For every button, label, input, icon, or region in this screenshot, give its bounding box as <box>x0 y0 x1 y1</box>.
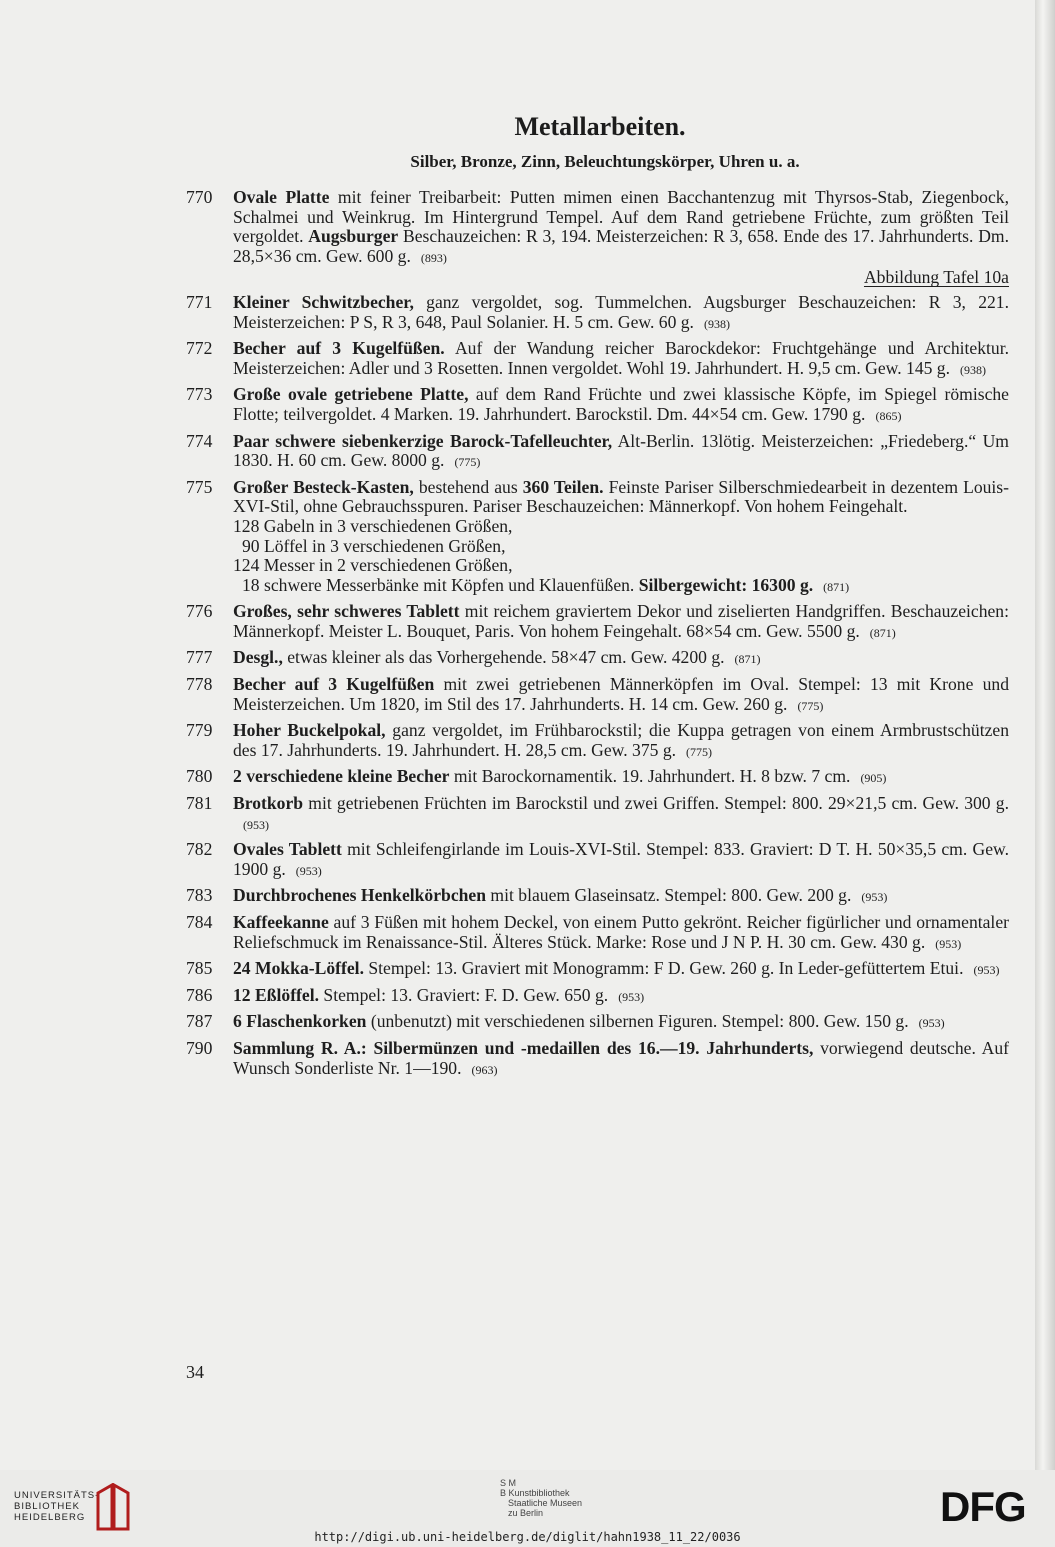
catalog-entry <box>186 339 1009 380</box>
entry-description: mit getriebenen Früchten im Barockstil und zwei Griffen. Stempel: 800. 29×21,5 cm. Gew. 300 g. <box>303 793 1009 814</box>
entry-text <box>233 1012 1009 1034</box>
entry-number: 770 <box>186 187 213 207</box>
entry-text <box>233 675 1009 716</box>
source-url[interactable]: http://digi.ub.uni-heidelberg.de/diglit/hahn1938_11_22/0036 <box>314 1530 741 1544</box>
entry-reference: (953) <box>935 936 962 951</box>
entry-description: ganz vergoldet, sog. Tummelchen. Augsburger Beschauzeichen: R 3, 221. Meisterzeichen: P S, R 3, 648, Paul Solanier. H. 5 cm. Gew. 60 g. <box>233 291 1009 332</box>
entry-title: Kleiner Schwitzbecher, <box>233 291 414 312</box>
library-line: HEIDELBERG <box>14 1512 86 1523</box>
entry-text <box>233 293 1009 334</box>
entry-number: 787 <box>186 1011 213 1032</box>
entry-reference: (953) <box>243 817 269 832</box>
entry-reference: (775) <box>454 455 481 470</box>
entry-reference: (775) <box>797 698 824 713</box>
entry-text <box>233 913 1009 954</box>
entry-reference: (871) <box>823 579 850 594</box>
entry-description: etwas kleiner als das Vorhergehende. 58×47 cm. Gew. 4200 g. <box>282 647 725 668</box>
entry-description: Alt-Berlin. 13lötig. Meisterzeichen: „Friedeberg.“ Um 1830. H. 60 cm. Gew. 8000 g. <box>233 430 1009 471</box>
entry-weight: Silbergewicht: 16300 g. <box>638 574 814 595</box>
entry-number: 776 <box>186 601 213 622</box>
entry-title: Sammlung R. A.: Silbermünzen und -medaillen des 16.—19. Jahrhunderts, <box>233 1037 814 1058</box>
entry-title: Paar schwere siebenkerzige Barock-Tafelleuchter, <box>233 430 613 451</box>
page-subheading: Silber, Bronze, Zinn, Beleuchtungskörper, Uhren u. a. <box>410 152 800 171</box>
entry-description: mit zwei getriebenen Männerköpfen im Oval. Stempel: 13 mit Krone und Meisterzeichen. Um 1820, im Stil des 17. Jahrhunderts. H. 14 cm. Gew. 260 g. <box>233 674 1009 714</box>
entry-number: 790 <box>186 1037 213 1058</box>
entry-title: Großes, sehr schweres Tablett <box>233 601 460 622</box>
entry-reference: (938) <box>960 362 987 377</box>
library-stamp <box>500 1478 582 1518</box>
stamp-line: Staatliche Museen <box>508 1498 583 1508</box>
entry-number: 777 <box>186 647 213 668</box>
sub-line-text: 128 Gabeln in 3 verschiedenen Größen, <box>233 515 513 536</box>
catalog-entry <box>186 293 1009 334</box>
entry-reference: (775) <box>686 744 713 759</box>
entry-description-continued: Beschauzeichen: R 3, 194. Meisterzeichen: R 3, 658. Ende des 17. Jahrhunderts. Dm. 28,5×36 cm. Gew. 600 g. <box>233 226 1009 266</box>
entry-reference: (871) <box>734 652 761 667</box>
plate-reference-text: Abbildung Tafel 10a <box>863 267 1009 288</box>
entry-text <box>233 886 1009 908</box>
entry-number: 785 <box>186 958 213 979</box>
sub-line-text: 18 schwere Messerbänke mit Köpfen und Klauenfüßen. <box>242 574 639 595</box>
entry-number: 786 <box>186 984 213 1005</box>
entry-number: 778 <box>186 674 213 695</box>
entry-reference: (938) <box>703 316 730 331</box>
entry-text <box>233 840 1009 881</box>
entry-description: mit Schleifengirlande im Louis-XVI-Stil. Stempel: 833. Graviert: D T. H. 50×35,5 cm. Gew. 1900 g. <box>233 839 1009 879</box>
library-line: BIBLIOTHEK <box>14 1501 80 1512</box>
catalog-entry <box>186 675 1009 716</box>
entry-description: mit Barockornamentik. 19. Jahrhundert. H. 8 bzw. 7 cm. <box>449 766 851 787</box>
entry-reference: (953) <box>295 863 322 878</box>
entry-number: 771 <box>186 291 213 312</box>
library-logo-icon <box>96 1483 130 1531</box>
entry-title: Hoher Buckelpokal, <box>233 720 386 741</box>
entry-number: 774 <box>186 430 213 451</box>
entry-text <box>233 721 1009 762</box>
stamp-line: S M <box>500 1478 517 1488</box>
entry-title: Ovales Tablett <box>233 839 342 860</box>
sub-line-text: 124 Messer in 2 verschiedenen Größen, <box>233 555 513 576</box>
page-heading: Metallarbeiten. <box>514 112 686 141</box>
entry-text <box>233 986 1009 1008</box>
page-number: 34 <box>186 1362 204 1382</box>
entry-title: Brotkorb <box>233 793 304 814</box>
entry-title: Großer Besteck-Kasten, <box>233 476 414 497</box>
entry-text <box>233 432 1009 473</box>
entry-number: 781 <box>186 793 213 814</box>
entry-sub-line <box>233 537 1009 557</box>
entry-title: Große ovale getriebene Platte, <box>233 384 469 405</box>
entry-reference: (953) <box>918 1016 945 1031</box>
entry-description: ganz vergoldet, im Frühbarockstil; die Kuppa getragen von einem Armbrustschützen des 17. Jahrhunderts. 19. Jahrhundert. H. 28,5 cm. Gew. 375 g. <box>233 720 1009 760</box>
entry-number: 782 <box>186 839 213 860</box>
catalog-entry <box>186 188 1009 288</box>
entry-text <box>233 478 1009 598</box>
entry-title: 24 Mokka-Löffel. <box>233 958 364 979</box>
entry-text <box>233 339 1009 380</box>
entry-description: (unbenutzt) mit verschiedenen silbernen Figuren. Stempel: 800. Gew. 150 g. <box>366 1011 909 1032</box>
entry-sub-line <box>233 576 1009 598</box>
entry-description: mit blauem Glaseinsatz. Stempel: 800. Gew. 200 g. <box>486 885 852 906</box>
entry-reference: (871) <box>869 625 896 640</box>
catalog-entry <box>186 886 1009 908</box>
entry-description: mit feiner Treibarbeit: Putten mimen einen Bacchantenzug mit Thyrsos-Stab, Ziegenbock, Schalmei und Weinkrug. Im Hintergrund Tempel. Auf dem Rand getriebene Früchte, zum größten Teil vergoldet. <box>233 187 1009 247</box>
entry-title: Kaffeekanne <box>233 912 329 932</box>
catalog-entry <box>186 767 1009 789</box>
entry-reference: (963) <box>471 1062 498 1077</box>
entry-description: Stempel: 13. Graviert: F. D. Gew. 650 g. <box>319 984 609 1005</box>
entry-description: mit reichem graviertem Dekor und ziselierten Handgriffen. Beschauzeichen: Männerkopf. Meister L. Bouquet, Paris. Von hohem Feingehalt. 68×54 cm. Gew. 5500 g. <box>233 601 1009 641</box>
entry-title: Becher auf 3 Kugelfüßen. <box>233 338 445 359</box>
catalog-entry <box>186 602 1009 643</box>
catalog-entry <box>186 913 1009 954</box>
catalog-entry <box>186 794 1009 835</box>
plate-reference <box>233 268 1009 288</box>
entry-description: bestehend aus <box>413 476 523 497</box>
catalog-entry <box>186 959 1009 981</box>
catalog-entry <box>186 1039 1009 1080</box>
catalog-entry <box>186 478 1009 598</box>
entry-title: 2 verschiedene kleine Becher <box>233 766 450 787</box>
dfg-logo: DFG <box>940 1483 1026 1530</box>
catalog-entry <box>186 385 1009 426</box>
entry-description: auf dem Rand Früchte und zwei klassische Köpfe, im Spiegel römische Flotte; teilvergoldet. 4 Marken. 19. Jahrhundert. Barockstil. Dm. 44×54 cm. Gew. 1790 g. <box>233 384 1009 424</box>
entry-number: 783 <box>186 885 213 906</box>
book-spine-shadow <box>1035 0 1055 1470</box>
entry-number: 773 <box>186 384 213 405</box>
entry-description: Auf der Wandung reicher Barockdekor: Fruchtgehänge und Architektur. Meisterzeichen: Adler und 3 Rosetten. Innen vergoldet. Wohl 19. Jahrhundert. H. 9,5 cm. Gew. 145 g. <box>233 338 1009 378</box>
entry-number: 780 <box>186 766 213 787</box>
entry-title: Durchbrochenes Henkelkörbchen <box>233 885 487 906</box>
entry-text <box>233 602 1009 643</box>
entry-text <box>233 794 1009 835</box>
entry-reference: (865) <box>875 408 902 423</box>
entry-sub-line <box>233 556 1009 576</box>
entry-text <box>233 1039 1009 1080</box>
entry-number: 779 <box>186 720 213 741</box>
catalog-entries <box>186 188 1009 1085</box>
entry-sub-line <box>233 517 1009 537</box>
entry-text <box>233 648 1009 670</box>
entry-description: vorwiegend deutsche. Auf Wunsch Sonderliste Nr. 1—190. <box>233 1037 1010 1078</box>
entry-description: auf 3 Füßen mit hohem Deckel, von einem Putto gekrönt. Reicher figürlicher und ornamentaler Reliefschmuck im Renaissance-Stil. Älteres Stück. Marke: Rose und J N P. H. 30 cm. Gew. 430 g. <box>233 912 1009 952</box>
stamp-line: B Kunstbibliothek <box>500 1488 570 1498</box>
entry-text <box>233 959 1009 981</box>
library-line: UNIVERSITÄTS- <box>14 1490 100 1501</box>
entry-text <box>233 188 1009 288</box>
catalog-entry <box>186 432 1009 473</box>
entry-text <box>233 767 1009 789</box>
catalog-entry <box>186 840 1009 881</box>
entry-title: 6 Flaschenkorken <box>233 1011 367 1032</box>
entry-title: Desgl., <box>233 647 283 668</box>
entry-title: 12 Eßlöffel. <box>233 984 320 1005</box>
entry-reference: (953) <box>973 963 1000 978</box>
entry-title: Becher auf 3 Kugelfüßen <box>233 674 435 695</box>
entry-text <box>233 385 1009 426</box>
entry-emphasis: Augsburger <box>308 226 399 247</box>
entry-reference: (893) <box>420 250 447 265</box>
catalog-entry <box>186 1012 1009 1034</box>
sub-line-text: 90 Löffel in 3 verschiedenen Größen, <box>242 535 506 556</box>
entry-number: 775 <box>186 476 213 497</box>
entry-description: Stempel: 13. Graviert mit Monogramm: F D. Gew. 260 g. In Leder-gefüttertem Etui. <box>363 958 964 979</box>
catalog-entry <box>186 986 1009 1008</box>
catalog-entry <box>186 721 1009 762</box>
catalog-entry <box>186 648 1009 670</box>
entry-number: 784 <box>186 912 213 932</box>
entry-description-continued: Feinste Pariser Silberschmiedearbeit in dezentem Louis-XVI-Stil, ohne Gebrauchsspuren. Pariser Beschauzeichen: Männerkopf. Von hohem Feingehalt. <box>233 476 1010 517</box>
entry-reference: (953) <box>618 989 645 1004</box>
entry-reference: (905) <box>860 771 887 786</box>
entry-reference: (953) <box>861 890 888 905</box>
stamp-line: zu Berlin <box>508 1508 544 1518</box>
entry-number: 772 <box>186 338 213 359</box>
library-name <box>14 1490 99 1523</box>
entry-emphasis: 360 Teilen. <box>522 476 604 497</box>
entry-title: Ovale Platte <box>233 187 330 207</box>
